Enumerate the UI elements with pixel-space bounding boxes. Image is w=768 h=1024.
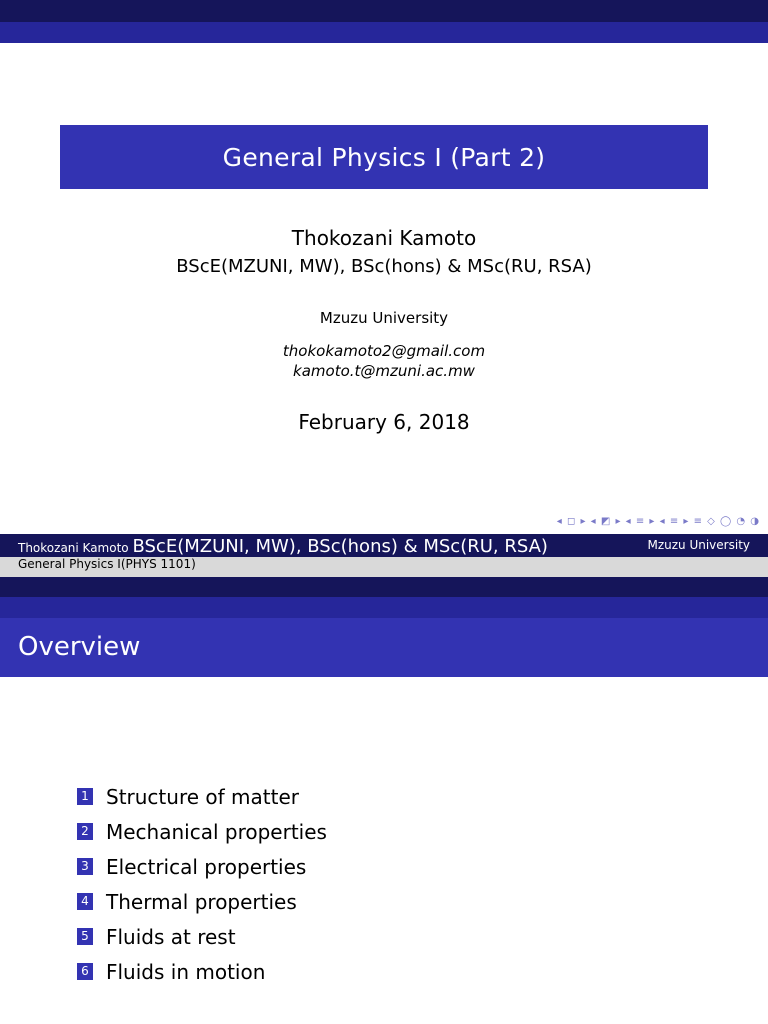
table-of-contents (77, 779, 327, 989)
institution: Mzuzu University (319, 309, 449, 327)
header-band-dark (0, 0, 768, 22)
toc-number-badge: 3 (77, 858, 93, 875)
footer-bar (0, 534, 768, 557)
overview-slide (0, 577, 768, 1024)
presentation-date: February 6, 2018 (298, 410, 470, 434)
toc-number-badge: 5 (77, 928, 93, 945)
footer-degrees: BScE(MZUNI, MW), BSc(hons) & MSc(RU, RSA) (132, 536, 548, 557)
toc-item-mechanical-properties[interactable] (77, 814, 327, 849)
toc-item-label: Fluids at rest (106, 924, 236, 949)
overview-band-mid (0, 597, 768, 618)
presentation-title-box (60, 125, 708, 189)
toc-item-label: Structure of matter (106, 784, 299, 809)
presentation-title: General Physics I (Part 2) (222, 142, 546, 172)
toc-number-badge: 2 (77, 823, 93, 840)
toc-number-badge: 6 (77, 963, 93, 980)
email-primary: thokokamoto2@gmail.com (282, 342, 486, 360)
email-secondary: kamoto.t@mzuni.ac.mw (293, 362, 475, 380)
author-degrees: BScE(MZUNI, MW), BSc(hons) & MSc(RU, RSA) (176, 256, 592, 277)
author-name: Thokozani Kamoto (291, 226, 477, 250)
toc-item-label: Electrical properties (106, 854, 307, 879)
footer-author-block (18, 536, 548, 557)
overview-frame-title (0, 618, 768, 677)
overview-band-dark (0, 577, 768, 597)
toc-item-label: Mechanical properties (106, 819, 327, 844)
beamer-navigation-icons[interactable]: ◂ ◻ ▸ ◂ ◩ ▸ ◂ ≡ ▸ ◂ ≡ ▸ ≡ ◇ ◯ ◔ ◑ (556, 516, 760, 527)
footer-institution: Mzuzu University (647, 538, 750, 552)
toc-item-structure-of-matter[interactable] (77, 779, 327, 814)
toc-item-thermal-properties[interactable] (77, 884, 327, 919)
course-code-footer: General Physics I(PHYS 1101) (18, 557, 196, 571)
toc-item-fluids-in-motion[interactable] (77, 954, 327, 989)
toc-item-label: Thermal properties (106, 889, 297, 914)
footer-author: Thokozani Kamoto (18, 541, 129, 555)
toc-item-electrical-properties[interactable] (77, 849, 327, 884)
header-band-mid (0, 22, 768, 43)
toc-item-label: Fluids in motion (106, 959, 266, 984)
overview-title: Overview (18, 632, 141, 662)
toc-number-badge: 4 (77, 893, 93, 910)
toc-item-fluids-at-rest[interactable] (77, 919, 327, 954)
toc-number-badge: 1 (77, 788, 93, 805)
